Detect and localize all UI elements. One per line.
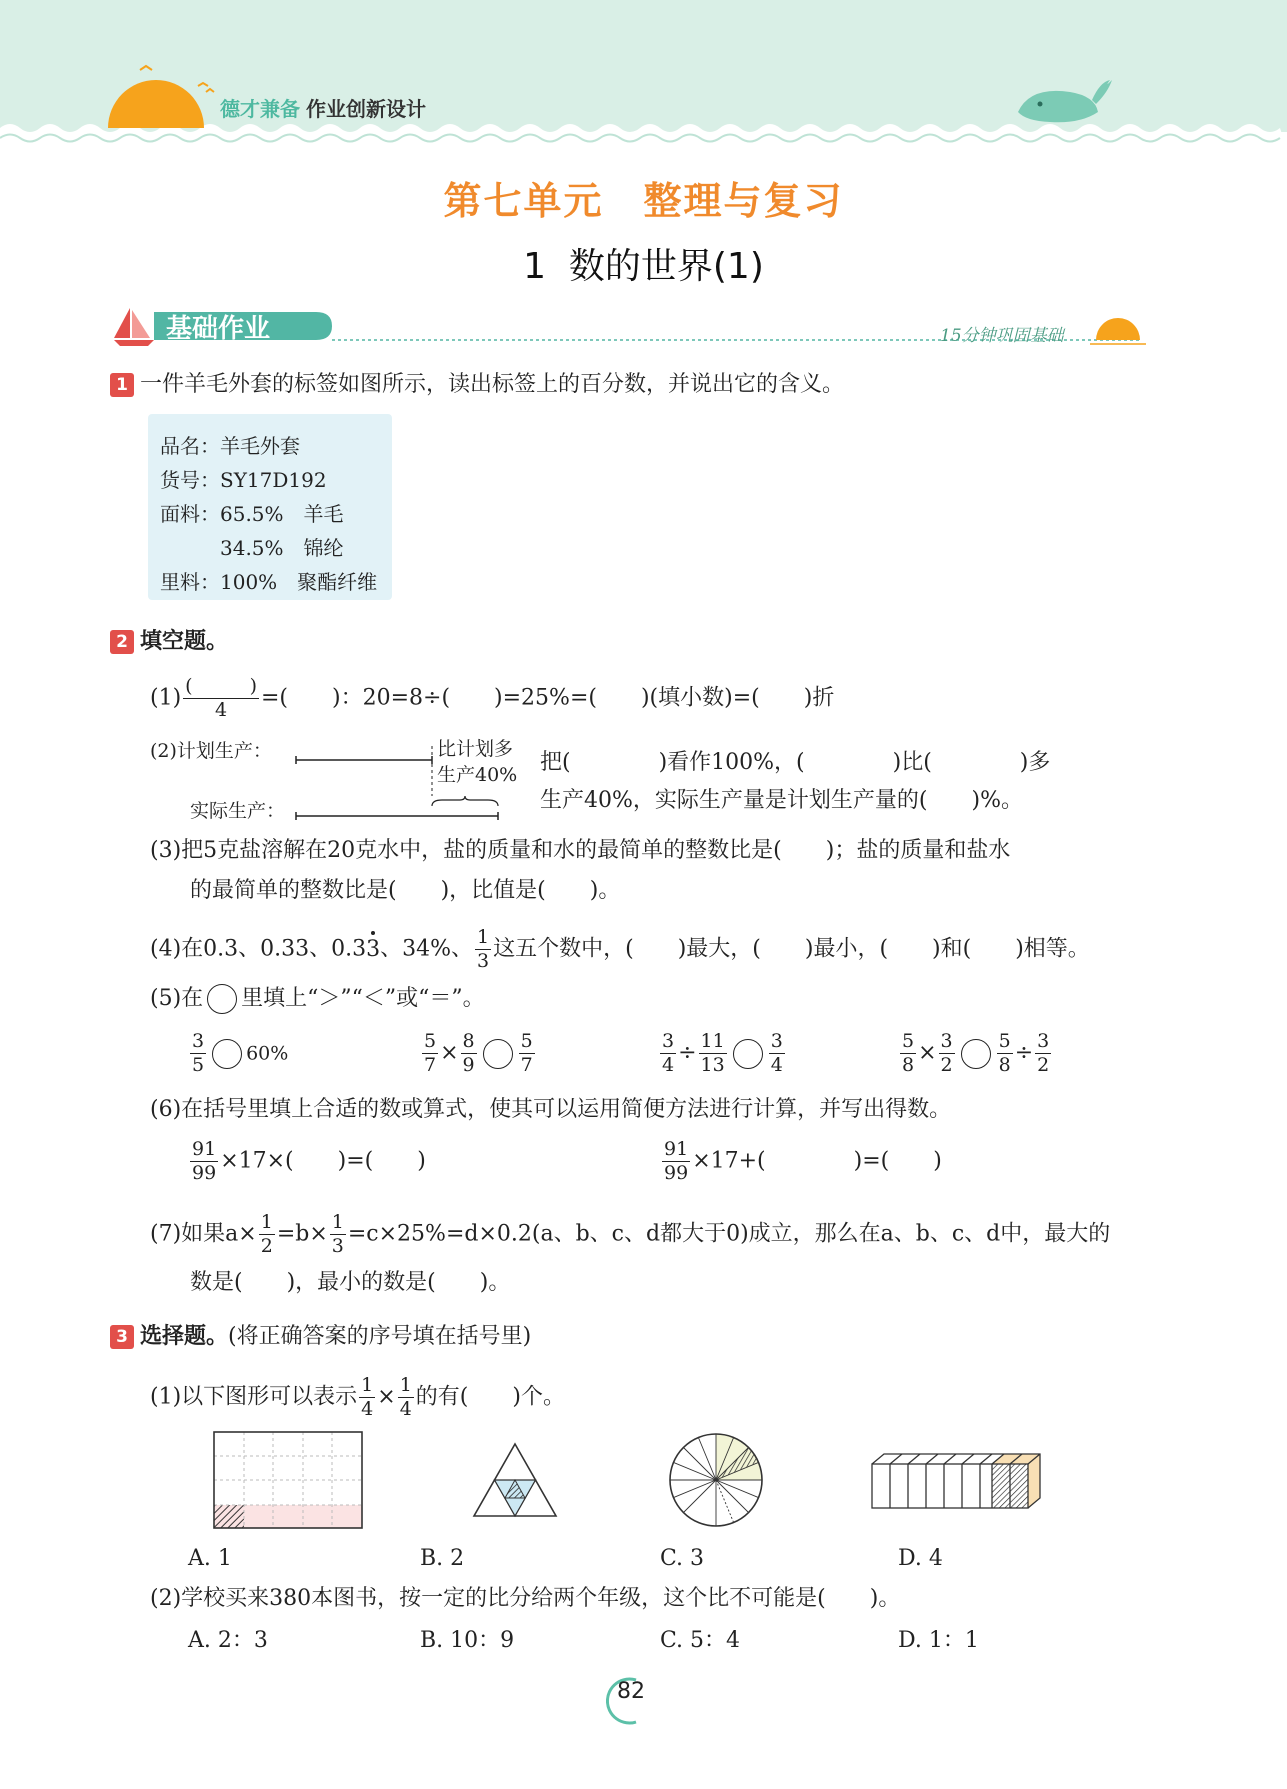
option-d[interactable]: D. 4 [898, 1546, 943, 1571]
fraction-denominator: 7 [424, 1054, 437, 1076]
fraction-denominator: 4 [662, 1054, 675, 1076]
option-d[interactable]: D. 1：1 [898, 1628, 979, 1653]
question-2-title: 填空题。 [140, 629, 229, 654]
circle-figure [666, 1430, 766, 1530]
q2-p4-rest: 这五个数中，( )最大，( )最小，( )和( )相等。 [493, 936, 1090, 962]
q2-part-4 [150, 928, 1090, 971]
q2-part-2-prefix [150, 736, 272, 766]
question-2 [110, 627, 228, 657]
q2-p4-prefix: (4)在0.3、0.33、0.3 [150, 936, 367, 962]
fraction-numerator: 3 [1037, 1030, 1050, 1052]
q2-p2-text-2: 生产40%，实际生产量是计划生产量的( )%。 [540, 788, 1023, 813]
operator: ÷ [1014, 1040, 1034, 1066]
fraction [662, 1140, 690, 1183]
fraction [1035, 1032, 1051, 1075]
section-label: 基础作业 [166, 314, 271, 344]
diagram-note-line: 比计划多 [437, 738, 514, 760]
q2-part-7 [150, 1213, 1110, 1256]
operator: ÷ [678, 1040, 697, 1066]
fraction-denominator: 8 [902, 1054, 915, 1076]
question-1 [110, 370, 844, 400]
question-3 [110, 1322, 531, 1352]
fraction-denominator: 7 [520, 1054, 533, 1076]
fraction-denominator: 2 [260, 1235, 273, 1257]
fraction [939, 1032, 955, 1075]
fraction-numerator: ( ) [185, 675, 257, 697]
fraction [330, 1213, 346, 1256]
q2-p1-prefix: (1) [150, 685, 182, 711]
operator: × [377, 1384, 396, 1410]
series-subtitle: 作业创新设计 [306, 97, 426, 121]
q2-p7-text-a: (7)如果a× [150, 1221, 257, 1247]
lesson-title: 1 数的世界(1) [523, 246, 764, 287]
label-line: 货号：SY17D192 [160, 468, 327, 492]
fraction [183, 677, 259, 720]
question-number-2: 2 [110, 630, 134, 654]
fraction [259, 1213, 275, 1256]
fraction-numerator: 5 [902, 1030, 915, 1052]
q2-p6-expression-2 [660, 1140, 942, 1183]
operator: × [440, 1040, 459, 1066]
compare-item-3 [658, 1032, 787, 1075]
fraction-denominator: 3 [477, 950, 490, 972]
diagram-note [437, 736, 517, 788]
diagram-note-line: 生产40% [437, 764, 518, 786]
q2-p3-line-2: 的最简单的整数比是( )，比值是( )。 [190, 878, 621, 903]
fraction-denominator: 2 [940, 1054, 953, 1076]
fraction-denominator: 4 [215, 699, 228, 721]
fraction [900, 1032, 916, 1075]
compare-circle [207, 984, 237, 1014]
q2-p2-prefix: (2) [150, 740, 177, 762]
q2-p7-text-c: =c×25%=d×0.2(a、b、c、d都大于0)成立，那么在a、b、c、d中，最大的 [347, 1221, 1111, 1247]
q3-p1-text-b: 的有( )个。 [415, 1384, 565, 1410]
fraction [398, 1376, 414, 1419]
fraction-numerator: 1 [477, 926, 490, 948]
option-b[interactable]: B. 10：9 [420, 1628, 515, 1653]
option-a[interactable]: A. 1 [188, 1546, 232, 1571]
fraction [422, 1032, 438, 1075]
page-number: 82 [617, 1679, 645, 1704]
question-1-text: 一件羊毛外套的标签如图所示，读出标签上的百分数，并说出它的含义。 [140, 372, 845, 397]
fraction-numerator: 1 [260, 1211, 273, 1233]
q2-p6-expression-1 [188, 1140, 426, 1183]
label-line: 面料：65.5% 羊毛 [160, 502, 344, 526]
fraction-numerator: 3 [662, 1030, 675, 1052]
fraction-numerator: 3 [940, 1030, 953, 1052]
fraction [461, 1032, 477, 1075]
answer-circle[interactable] [733, 1039, 763, 1069]
series-brand: 德才兼备 [220, 97, 300, 121]
compare-item-4 [898, 1032, 1053, 1075]
fraction-numerator: 1 [399, 1374, 412, 1396]
header-band [0, 0, 1287, 150]
series-title [220, 93, 426, 122]
fraction-numerator: 91 [192, 1138, 217, 1160]
fraction-numerator: 91 [664, 1138, 689, 1160]
fraction-denominator: 5 [192, 1054, 205, 1076]
repeating-digit: 3 [366, 935, 380, 965]
q2-p4-mid: 、34%、 [380, 936, 474, 962]
question-3-title: 选择题。 [140, 1324, 229, 1349]
q2-part-1 [150, 677, 834, 720]
cuboid-figure [870, 1450, 1046, 1514]
fraction-numerator: 1 [361, 1374, 374, 1396]
triangle-figure [470, 1440, 560, 1520]
fraction-denominator: 3 [331, 1235, 344, 1257]
fraction-numerator: 1 [331, 1211, 344, 1233]
fraction-numerator: 3 [770, 1030, 783, 1052]
question-number-3: 3 [110, 1325, 134, 1349]
section-note: 15分钟巩固基础 [940, 326, 1064, 346]
fraction-denominator: 99 [664, 1162, 689, 1184]
unit-title [0, 170, 1287, 225]
unit-subtitle-text: 整理与复习 [643, 179, 844, 223]
fraction-denominator: 13 [700, 1054, 725, 1076]
fraction-denominator: 9 [462, 1054, 475, 1076]
option-b[interactable]: B. 2 [420, 1546, 465, 1571]
q3-p1-text-a: (1)以下图形可以表示 [150, 1384, 358, 1410]
fraction-denominator: 99 [192, 1162, 217, 1184]
option-c[interactable]: C. 3 [660, 1546, 705, 1571]
fraction-denominator: 2 [1037, 1054, 1050, 1076]
compare-value: 60% [246, 1042, 289, 1065]
q2-p5-text-a: (5)在 [150, 986, 204, 1011]
expression-rest: ×17+( )=( ) [692, 1148, 942, 1174]
option-a[interactable]: A. 2：3 [188, 1628, 268, 1653]
label-line: 品名：羊毛外套 [160, 434, 300, 458]
compare-item-1 [188, 1032, 288, 1075]
garment-label [148, 414, 392, 600]
answer-circle[interactable] [961, 1039, 991, 1069]
q2-p1-rest: =( )：20=8÷( )=25%=( )(填小数)=( )折 [261, 685, 835, 711]
fraction-numerator: 3 [192, 1030, 205, 1052]
fraction-denominator: 4 [770, 1054, 783, 1076]
plan-label: 计划生产： [176, 740, 272, 762]
question-number-1: 1 [110, 373, 134, 397]
question-3-hint: (将正确答案的序号填在括号里) [228, 1324, 532, 1349]
fraction-numerator: 5 [998, 1030, 1011, 1052]
q2-p2-text-1: 把( )看作100%，( )比( )多 [540, 750, 1051, 775]
fraction [769, 1032, 785, 1075]
fraction-denominator: 8 [998, 1054, 1011, 1076]
option-c[interactable]: C. 5：4 [660, 1628, 741, 1653]
q2-p5-text-b: 里填上“＞”“＜”或“＝”。 [241, 986, 485, 1011]
fraction-numerator: 8 [462, 1030, 475, 1052]
fraction [519, 1032, 535, 1075]
fraction-denominator: 4 [361, 1398, 374, 1420]
actual-label: 实际生产： [190, 800, 286, 822]
fraction-denominator: 4 [399, 1398, 412, 1420]
answer-circle[interactable] [212, 1039, 242, 1069]
label-line: 34.5% 锦纶 [160, 536, 344, 560]
expression-rest: ×17×( )=( ) [220, 1148, 426, 1174]
q2-part-5 [150, 984, 485, 1014]
operator: × [918, 1040, 937, 1066]
fraction-numerator: 11 [700, 1030, 725, 1052]
fraction [660, 1032, 676, 1075]
q2-p7-line-2: 数是( )，最小的数是( )。 [190, 1270, 511, 1295]
fraction [359, 1376, 375, 1419]
fraction [190, 1032, 206, 1075]
grid-figure [212, 1430, 364, 1530]
q2-p7-text-b: =b× [276, 1221, 328, 1247]
q3-part-1 [150, 1376, 565, 1419]
q2-p3-line-1: (3)把5克盐溶解在20克水中，盐的质量和水的最简单的整数比是( )；盐的质量和盐水 [150, 838, 1011, 863]
fraction [475, 928, 491, 971]
fraction-numerator: 5 [424, 1030, 437, 1052]
sailboat-icon [114, 308, 154, 346]
q2-p6-text: (6)在括号里填上合适的数或算式，使其可以运用简便方法进行计算，并写出得数。 [150, 1097, 952, 1122]
unit-title-text: 第七单元 [443, 179, 604, 223]
fraction-numerator: 5 [520, 1030, 533, 1052]
fraction [190, 1140, 218, 1183]
label-line: 里料：100% 聚酯纤维 [160, 570, 378, 594]
compare-item-2 [420, 1032, 537, 1075]
fraction [699, 1032, 727, 1075]
answer-circle[interactable] [483, 1039, 513, 1069]
q3-p2-text: (2)学校买来380本图书，按一定的比分给两个年级，这个比不可能是( )。 [150, 1586, 901, 1611]
fraction [997, 1032, 1013, 1075]
